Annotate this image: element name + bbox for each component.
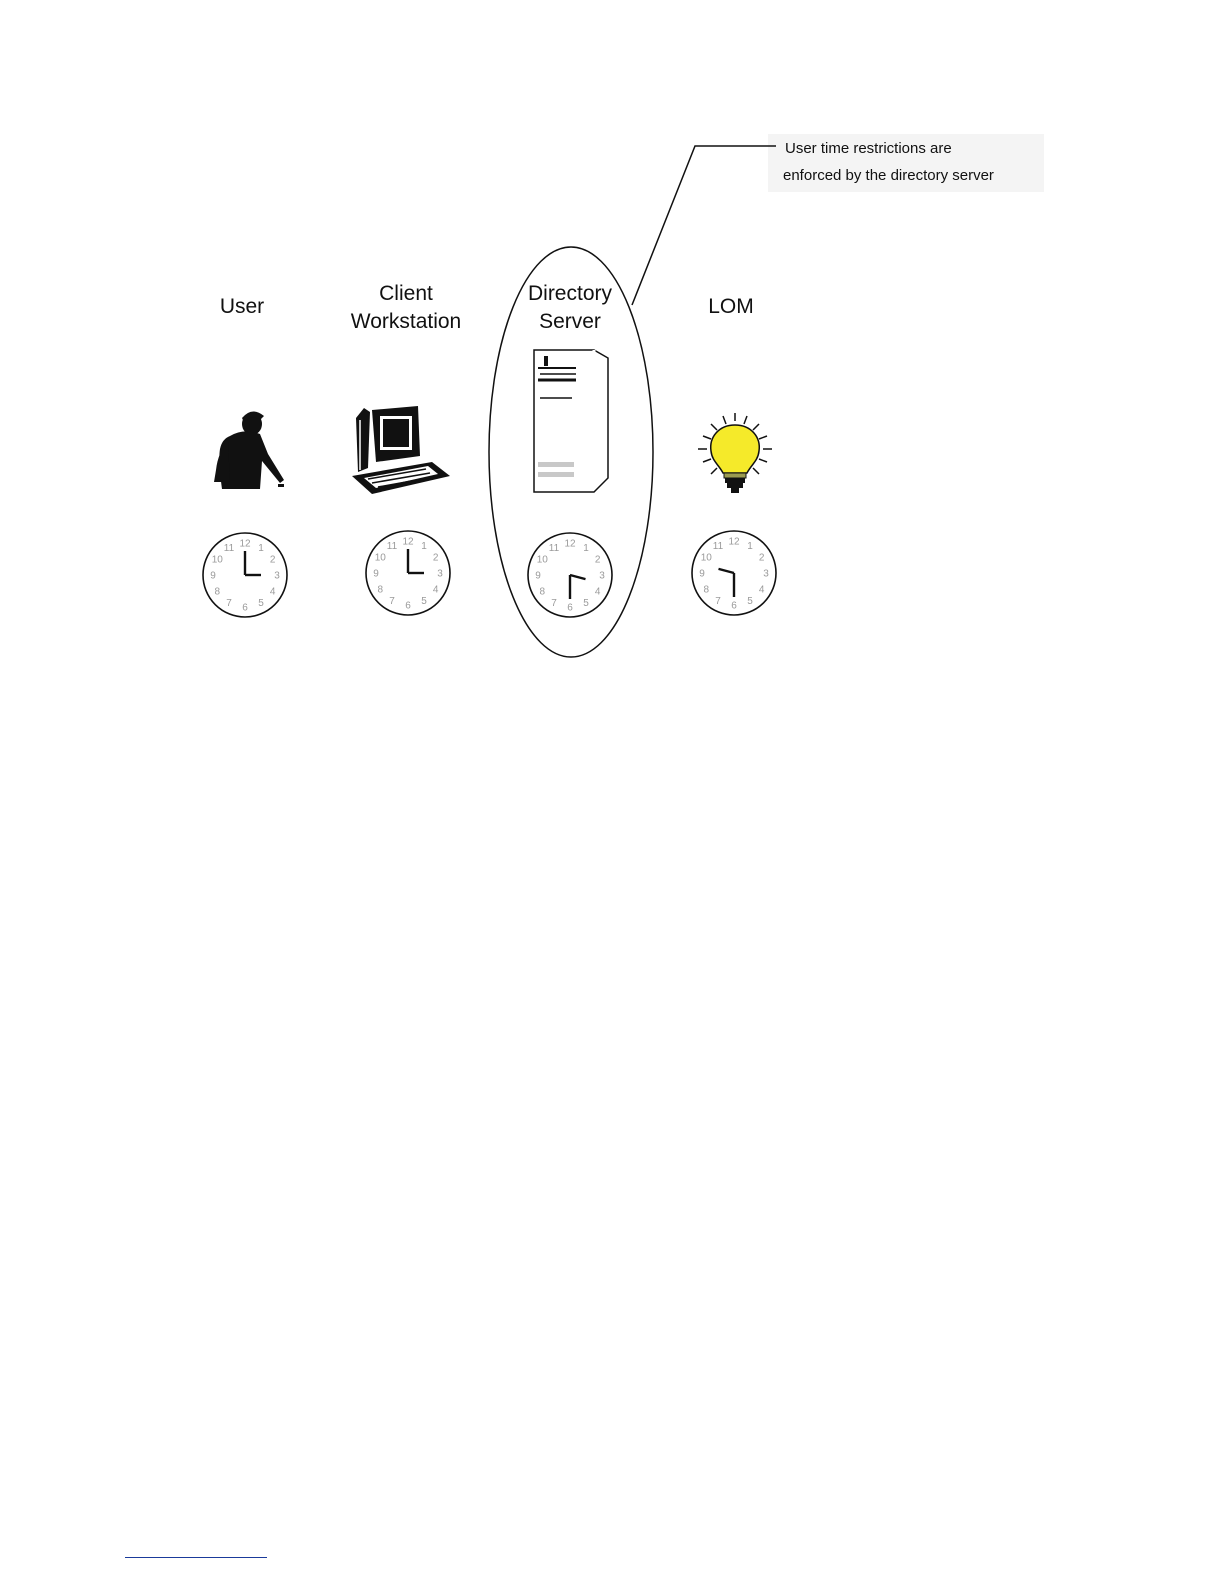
user-person-icon	[214, 411, 284, 489]
clock-number: 8	[703, 584, 710, 596]
clock-number: 6	[567, 602, 573, 614]
clock-number: 1	[747, 540, 753, 552]
clock-number: 10	[374, 552, 386, 564]
clock-number: 9	[210, 570, 216, 582]
lightbulb-icon	[698, 413, 772, 493]
clock-number: 5	[258, 598, 264, 610]
clock-number: 2	[758, 552, 765, 564]
clock-number: 9	[535, 570, 541, 582]
clock-number: 4	[269, 586, 276, 598]
server-tower-icon	[534, 350, 608, 492]
label-directory-line-1: Directory	[527, 282, 613, 305]
clock-number: 5	[747, 596, 753, 608]
clock-number: 7	[389, 596, 395, 608]
label-client-line-1: Client	[379, 282, 433, 305]
clock-number: 11	[386, 540, 398, 552]
clock-number: 3	[437, 568, 443, 580]
clock-number: 3	[763, 568, 769, 580]
clock-number: 7	[715, 596, 721, 608]
clock-number: 12	[564, 538, 576, 550]
callout-line-1: User time restrictions are	[785, 140, 952, 157]
clock-number: 4	[432, 584, 439, 596]
clock-number: 6	[731, 600, 737, 612]
clock-number: 10	[700, 552, 712, 564]
clock-number: 8	[377, 584, 384, 596]
clock-number: 12	[239, 538, 251, 550]
clock-number: 6	[242, 602, 248, 614]
clock-icon	[692, 531, 776, 615]
clock-number: 4	[594, 586, 601, 598]
clock-number: 10	[211, 554, 223, 566]
clock-icon	[528, 533, 612, 617]
clock-number: 4	[758, 584, 765, 596]
clock-number: 11	[712, 540, 724, 552]
clock-icon	[203, 533, 287, 617]
computer-workstation-icon	[352, 406, 450, 494]
clock-number: 3	[599, 570, 605, 582]
footnote-separator	[125, 1557, 267, 1558]
clock-number: 5	[421, 596, 427, 608]
clock-number: 12	[728, 536, 740, 548]
clock-number: 8	[539, 586, 546, 598]
clock-number: 11	[223, 542, 235, 554]
clock-number: 10	[536, 554, 548, 566]
clocks-row	[203, 531, 776, 617]
clock-number: 1	[258, 542, 264, 554]
clock-icon	[366, 531, 450, 615]
clock-number: 7	[551, 598, 557, 610]
clock-number: 9	[373, 568, 379, 580]
clock-number: 2	[594, 554, 601, 566]
label-lom: LOM	[708, 295, 754, 318]
label-user: User	[219, 295, 265, 318]
label-directory-line-2: Server	[539, 310, 601, 333]
callout-leader-line	[632, 146, 776, 305]
clock-number: 1	[583, 542, 589, 554]
clock-number: 7	[226, 598, 232, 610]
clock-number: 3	[274, 570, 280, 582]
clock-number: 2	[432, 552, 439, 564]
clock-number: 1	[421, 540, 427, 552]
clock-number: 8	[214, 586, 221, 598]
clock-number: 12	[402, 536, 414, 548]
label-client-line-2: Workstation	[350, 310, 462, 333]
clock-number: 2	[269, 554, 276, 566]
clock-number: 5	[583, 598, 589, 610]
clock-number: 11	[548, 542, 560, 554]
clock-number: 6	[405, 600, 411, 612]
callout-line-2: enforced by the directory server	[783, 167, 994, 184]
clock-number: 9	[699, 568, 705, 580]
